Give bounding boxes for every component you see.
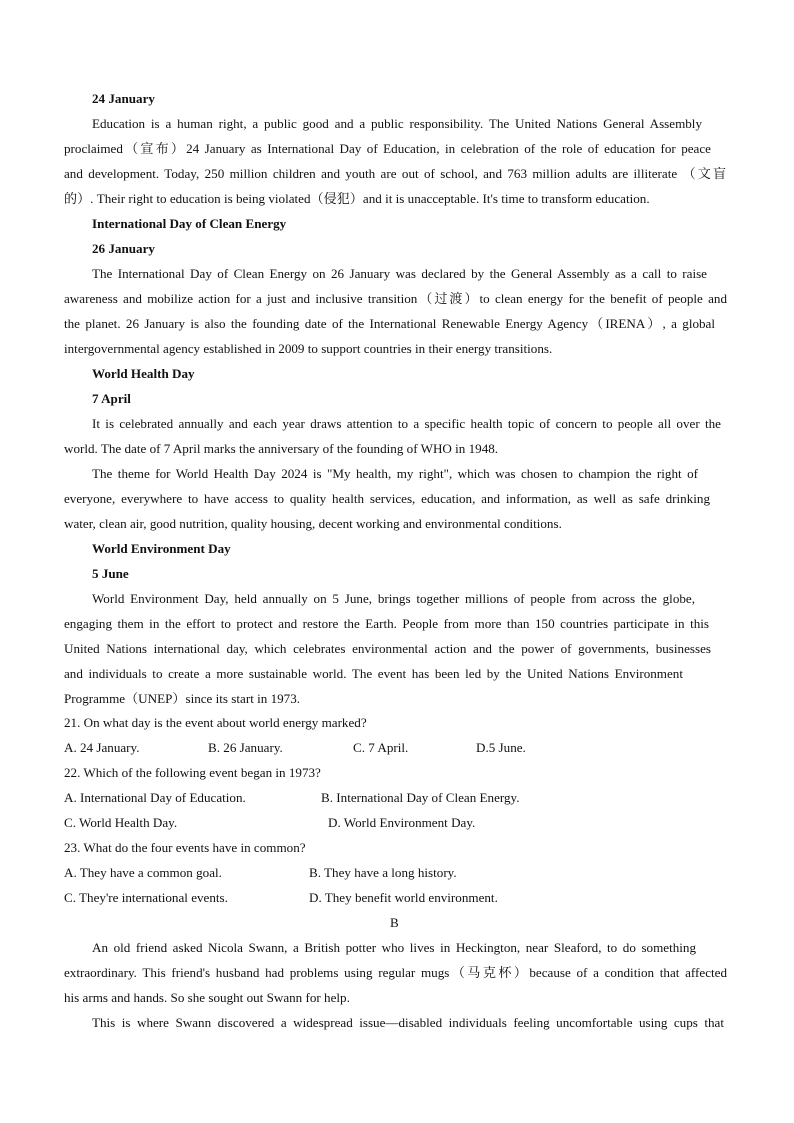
paragraph-line: This is where Swann discovered a widespread issue—disabled individuals feeling uncomfortable using cups that	[92, 1015, 724, 1030]
paragraph-line: World Environment Day, held annually on 5 June, brings together millions of people from across the globe,	[92, 591, 695, 606]
option-c: C. They're international events.	[64, 890, 228, 905]
paragraph-line: and development. Today, 250 million children and youth are out of school, and 763 million adults are illiterate （文盲	[64, 166, 726, 181]
paragraph-line: everyone, everywhere to have access to quality health services, education, and information, as well as safe drinking	[64, 491, 710, 506]
question-22: 22. Which of the following event began in 1973?	[64, 765, 321, 780]
option-b: B. They have a long history.	[309, 865, 457, 880]
option-d: D.5 June.	[476, 740, 526, 755]
question-21: 21. On what day is the event about world energy marked?	[64, 715, 367, 730]
paragraph-line: Programme（UNEP）since its start in 1973.	[64, 691, 301, 706]
paragraph-line: proclaimed（宣布）24 January as International Day of Education, in celebration of the role of education for peace	[64, 141, 711, 156]
paragraph-line: his arms and hands. So she sought out Swann for help.	[64, 990, 350, 1005]
date-heading-health: 7 April	[92, 391, 131, 406]
option-b: B. 26 January.	[208, 740, 283, 755]
paragraph-line: The theme for World Health Day 2024 is "My health, my right", which was chosen to champion the right of	[92, 466, 698, 481]
paragraph-line: and individuals to create a more sustainable world. The event has been led by the United Nations Environment	[64, 666, 683, 681]
option-c: C. World Health Day.	[64, 815, 178, 830]
paragraph-line: extraordinary. This friend's husband had problems using regular mugs（马克杯）because of a condition that affected	[64, 965, 727, 980]
paragraph-line: water, clean air, good nutrition, quality housing, decent working and environmental conditions.	[64, 516, 562, 531]
paragraph-line: awareness and mobilize action for a just and inclusive transition（过渡）to clean energy for the benefit of people and	[64, 291, 727, 306]
section-heading-environment: World Environment Day	[92, 541, 231, 556]
option-a: A. They have a common goal.	[64, 865, 222, 880]
section-heading-health: World Health Day	[92, 366, 195, 381]
option-a: A. International Day of Education.	[64, 790, 246, 805]
date-heading-environment: 5 June	[92, 566, 129, 581]
option-a: A. 24 January.	[64, 740, 140, 755]
option-d: D. They benefit world environment.	[309, 890, 498, 905]
paragraph-line: intergovernmental agency established in 2009 to support countries in their energy transitions.	[64, 341, 553, 356]
date-heading-education: 24 January	[92, 91, 155, 106]
paragraph-line: the planet. 26 January is also the founding date of the International Renewable Energy Agency（IRENA）, a global	[64, 316, 715, 331]
question-23: 23. What do the four events have in common?	[64, 840, 306, 855]
paragraph-line: engaging them in the effort to protect and restore the Earth. People from more than 150 countries participate in this	[64, 616, 709, 631]
paragraph-line: 的）. Their right to education is being violated（侵犯）and it is unacceptable. It's time to transform education.	[64, 191, 650, 206]
passage-b-heading: B	[390, 915, 399, 930]
section-heading-clean-energy: International Day of Clean Energy	[92, 216, 287, 231]
option-d: D. World Environment Day.	[328, 815, 476, 830]
option-b: B. International Day of Clean Energy.	[321, 790, 520, 805]
paragraph-line: world. The date of 7 April marks the anniversary of the founding of WHO in 1948.	[64, 441, 499, 456]
option-c: C. 7 April.	[353, 740, 409, 755]
date-heading-clean-energy: 26 January	[92, 241, 155, 256]
paragraph-line: It is celebrated annually and each year draws attention to a specific health topic of concern to people all over the	[92, 416, 721, 431]
paragraph-line: Education is a human right, a public good and a public responsibility. The United Nations General Assembly	[92, 116, 702, 131]
paragraph-line: An old friend asked Nicola Swann, a British potter who lives in Heckington, near Sleaford, to do something	[92, 940, 696, 955]
paragraph-line: United Nations international day, which celebrates environmental action and the power of governments, businesses	[64, 641, 711, 656]
paragraph-line: The International Day of Clean Energy on 26 January was declared by the General Assembly as a call to raise	[92, 266, 707, 281]
